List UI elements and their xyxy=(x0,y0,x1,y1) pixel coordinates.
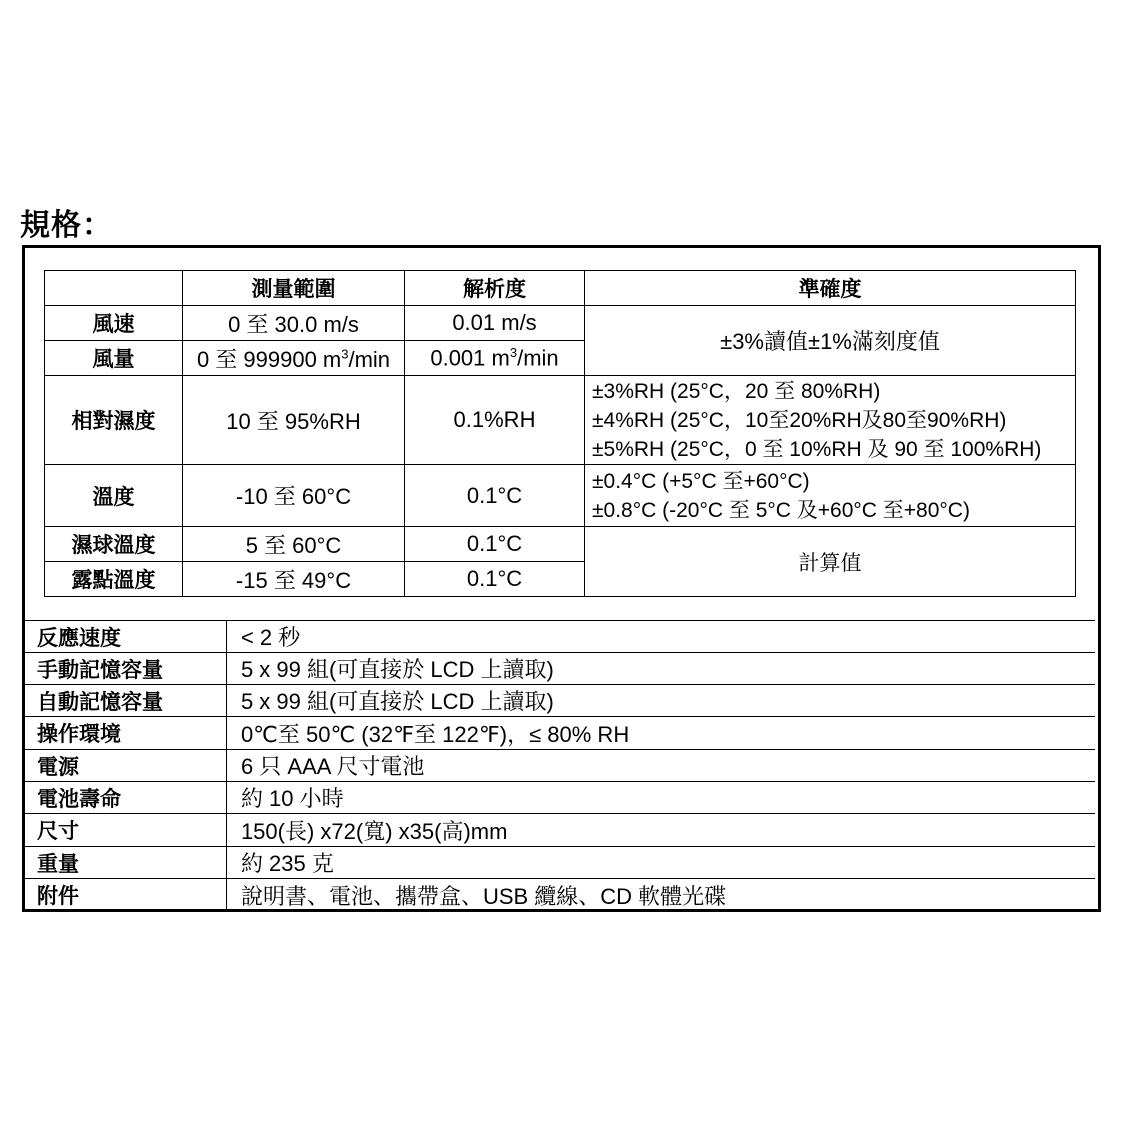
spec-value: 6 只 AAA 尺寸電池 xyxy=(226,750,1095,782)
row-label-dew-point: 露點溫度 xyxy=(45,562,183,597)
accuracy-temperature-line: ±0.8°C (-20°C 至 5°C 及+60°C 至+80°C) xyxy=(592,498,970,522)
header-resolution: 解析度 xyxy=(405,271,585,306)
table-header-row xyxy=(45,271,1076,306)
accuracy-temperature-line: ±0.4°C (+5°C 至+60°C) xyxy=(592,469,810,493)
row-label-air-flow: 風量 xyxy=(45,341,183,376)
range-air-flow-exponent: 3 xyxy=(341,346,349,362)
spec-value: < 2 秒 xyxy=(226,621,1095,653)
accuracy-air: ±3%讀值±1%滿刻度值 xyxy=(585,306,1076,376)
spec-label: 自動記憶容量 xyxy=(22,685,226,717)
table-row xyxy=(45,376,1076,465)
table-row xyxy=(45,306,1076,341)
spec-frame xyxy=(22,245,1101,912)
spec-label: 手動記憶容量 xyxy=(22,653,226,685)
table-row xyxy=(22,814,1095,847)
resolution-humidity: 0.1%RH xyxy=(405,376,585,465)
table-row xyxy=(22,879,1095,912)
spec-label: 尺寸 xyxy=(22,814,226,847)
header-accuracy: 準確度 xyxy=(585,271,1076,306)
table-row xyxy=(22,782,1095,814)
spec-label: 反應速度 xyxy=(22,621,226,653)
row-label-temperature: 溫度 xyxy=(45,465,183,527)
range-wet-bulb: 5 至 60°C xyxy=(183,527,405,562)
spec-value: 150(長) x72(寬) x35(高)mm xyxy=(226,814,1095,847)
general-spec-table xyxy=(22,620,1095,912)
spec-label: 電池壽命 xyxy=(22,782,226,814)
accuracy-humidity xyxy=(585,376,1076,465)
spec-value: 5 x 99 組(可直接於 LCD 上讀取) xyxy=(226,653,1095,685)
range-air-flow-unit: /min xyxy=(348,346,391,372)
header-blank xyxy=(45,271,183,306)
accuracy-humidity-line: ±4%RH (25°C，10至20%RH及80至90%RH) xyxy=(592,408,1007,432)
resolution-air-speed: 0.01 m/s xyxy=(405,306,585,341)
resolution-temperature: 0.1°C xyxy=(405,465,585,527)
range-air-flow-value: 0 至 999900 m xyxy=(196,346,342,372)
resolution-wet-bulb: 0.1°C xyxy=(405,527,585,562)
table-row xyxy=(22,717,1095,750)
resolution-dew-point: 0.1°C xyxy=(405,562,585,597)
row-label-humidity: 相對濕度 xyxy=(45,376,183,465)
spec-value: 0℃至 50℃ (32℉至 122℉)，≤ 80% RH xyxy=(226,717,1095,750)
spec-value: 約 10 小時 xyxy=(226,782,1095,814)
accuracy-humidity-line: ±3%RH (25°C，20 至 80%RH) xyxy=(592,379,881,403)
range-temperature: -10 至 60°C xyxy=(183,465,405,527)
header-range: 測量範圍 xyxy=(183,271,405,306)
table-row xyxy=(22,685,1095,717)
measurement-spec-table xyxy=(44,270,1076,597)
row-label-wet-bulb: 濕球溫度 xyxy=(45,527,183,562)
range-humidity: 10 至 95%RH xyxy=(183,376,405,465)
spec-value: 約 235 克 xyxy=(226,847,1095,879)
resolution-air-flow-value: 0.001 m xyxy=(430,345,510,371)
spec-label: 電源 xyxy=(22,750,226,782)
row-label-air-speed: 風速 xyxy=(45,306,183,341)
table-row xyxy=(22,621,1095,653)
spec-label: 重量 xyxy=(22,847,226,879)
resolution-air-flow xyxy=(405,341,585,376)
table-row xyxy=(45,465,1076,527)
spec-value: 5 x 99 組(可直接於 LCD 上讀取) xyxy=(226,685,1095,717)
table-row xyxy=(45,527,1076,562)
spec-label: 附件 xyxy=(22,879,226,912)
accuracy-calculated: 計算值 xyxy=(585,527,1076,597)
resolution-air-flow-unit: /min xyxy=(517,345,559,371)
page-title: 規格： xyxy=(20,208,113,243)
table-row xyxy=(22,750,1095,782)
accuracy-humidity-line: ±5%RH (25°C，0 至 10%RH 及 90 至 100%RH) xyxy=(592,437,1042,461)
resolution-air-flow-exponent: 3 xyxy=(509,344,518,360)
spec-label: 操作環境 xyxy=(22,717,226,750)
range-air-flow xyxy=(183,341,405,376)
table-row xyxy=(22,653,1095,685)
range-air-speed: 0 至 30.0 m/s xyxy=(183,306,405,341)
accuracy-temperature xyxy=(585,465,1076,527)
table-row xyxy=(22,847,1095,879)
range-dew-point: -15 至 49°C xyxy=(183,562,405,597)
spec-value: 說明書、電池、攜帶盒、USB 纜線、CD 軟體光碟 xyxy=(226,879,1095,912)
